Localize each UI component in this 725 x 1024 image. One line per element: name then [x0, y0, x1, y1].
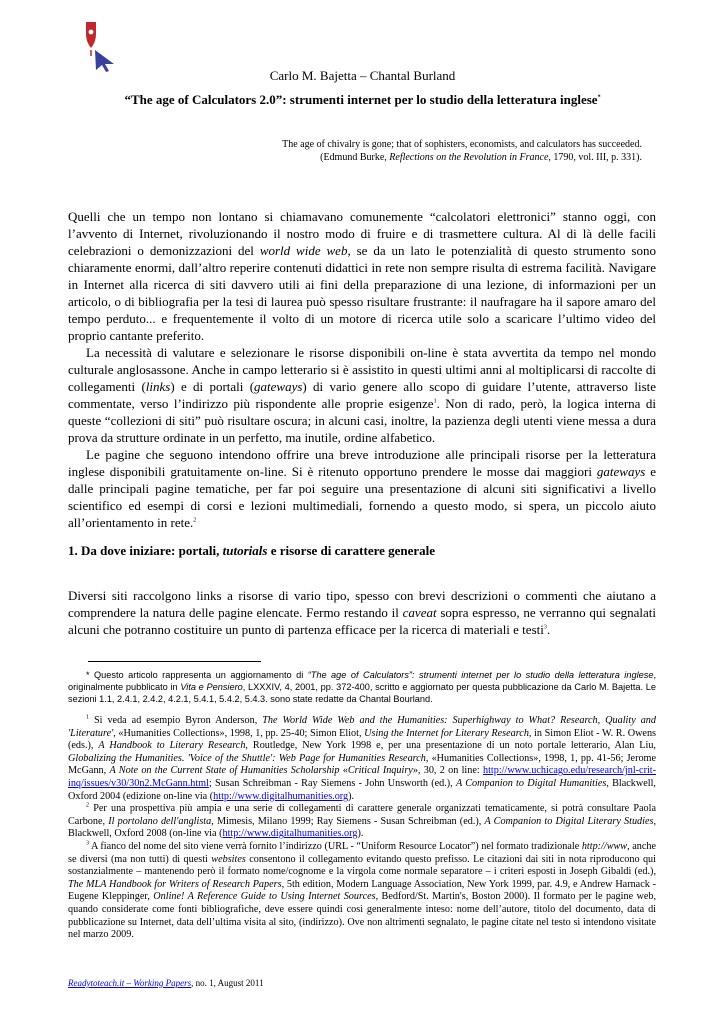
link-digitalhumanities-2[interactable]: http://www.digitalhumanities.org [222, 828, 358, 840]
footnote-star: * Questo articolo rappresenta un aggiornamento di “The age of Calculators”: strumenti internet per lo studio della letteratura inglese, originalmente pubblicato in Vita e Pensiero, LXXXIV, 4, 2001, pp. 372-400, scritto e aggiornato per questa pubblicazione da Carlo M. Bajetta. Le sezioni 1.1, 2.4.1, 2.4.2, 4.2.1, 5.4.1, 5.4.2, 5.4.3. sono state redatte da Chantal Bourland. [68, 670, 656, 704]
epigraph [150, 138, 642, 164]
footnote-2: $^2$ Per una prospettiva più ampia e una serie di collegamenti di carattere generale organizzati tematicamente, si potrà consultare Paola Carbone, Il portolano dell'anglista, Mimesis, Milano 1999; Ray Siemens - Susan Schreibman (ed.), A Companion to Digital Literary Studies, Blackwell, Oxford 2008 (on-line via (http://www.digitalhumanities.org). [68, 802, 657, 840]
publisher-logo [80, 20, 120, 72]
article-title [40, 92, 685, 108]
footnote-3: $^3$ A fianco del nome del sito viene verrà fornito l’indirizzo (URL - “Uniform Resource Locator”) nel formato tradizionale http://www, anche se diversi (ma non tutti) di questi websites consentono il collegamento evitando questo prefisso. Le citazioni dai siti in nota riproducono qui sostanzialmente – mantenendo però il formato nome/cognome e la virgola come normale separatore – i criteri esposti in Joseph Gibaldi (ed.), The MLA Handbook for Writers of Research Papers, 5th edition, Modern Language Association, New York 1999, par. 4.9, e Andrew Harnack - Eugene Kleppinger, Online! A Reference Guide to Using Internet Sources, Bedford/St. Martin's, Boston 2000). Il formato per le pagine web, quando considerate come fonti bibliografiche, deve essere quindi così generalmente inteso: nome dell’autore, titolo del documento, data di pubblicazione su Internet, data dell’ultima visita al sito, (indirizzo). Ove non altrimenti segnalato, le pagine citate nel testo si intendono visitate nel marzo 2009. [68, 840, 657, 941]
paragraph-2: La necessità di valutare e selezionare le risorse disponibili on-line è stata avvertita da tempo nel mondo culturale anglosassone. Anche in campo letterario si è assistito in questi ultimi anni al moltiplicarsi di raccolte di collegamenti (links) e di portali (gateways) di vario genere allo scopo di guidare l’utente, attraverso liste commentate, verso l’indirizzo più rispondente alle proprie esigenze$^1$. Non di rado, però, la logica interna di queste “collezioni di siti” può risultare oscura; in alcuni casi, inoltre, la pazienza degli utenti viene messa a dura prova da strutture ordinate in un perfetto, ma inutile, ordine alfabetico. [68, 345, 657, 445]
footnote-separator [88, 661, 261, 662]
paragraph-3: Le pagine che seguono intendono offrire una breve introduzione alle principali risorse per la letteratura inglese disponibili gratuitamente on-line. Si è ritenuto opportuno prendere le mosse dai maggiori gateways e dalle principali pagine tematiche, per far poi seguire una presentazione di alcuni siti significativi a livello scientifico ed esempi di corsi e lezioni multimediali, fornendo a questo modo, si spera, un piccolo aiuto all’orientamento in rete.$^2$ [68, 447, 656, 530]
body-text [68, 208, 656, 531]
title-note-mark[interactable]: * [597, 94, 601, 101]
link-digitalhumanities-1[interactable]: http://www.digitalhumanities.org [213, 790, 349, 802]
section-heading: 1. Da dove iniziare: portali, tutorials e risorse di carattere generale [68, 543, 436, 558]
footnote-ref-3[interactable]: 3 [543, 624, 547, 631]
footer-site-link[interactable]: Readytoteach.it [68, 978, 125, 988]
footnotes [68, 715, 656, 942]
page-footer [68, 978, 264, 988]
paragraph-1: Quelli che un tempo non lontano si chiamavano comunemente “calcolatori elettronici” stanno oggi, con l’avvento di Internet, rivoluzionando il nostro modo di fruire e di trasmettere cultura. Al di là delle facili celebrazioni o demonizzazioni del world wide web, se da un lato le potenzialità di questo strumento sono chiaramente enormi, dall’altro reperire contenuti didattici in rete non sempre risulta di estrema facilità. Navigare in Internet alla ricerca di siti davvero utili ai fini della preparazione di una lezione, di informazioni per un articolo, o di bibliografia per la tesi di laurea può spesso risultare frustrante: il naufragare ha il sapore amaro del tempo perduto... e frequentemente il volto di un motore di ricerca utile solo a scaricare l’ultimo video del proprio cantante preferito. [68, 209, 656, 343]
title-text: “The age of Calculators 2.0”: strumenti internet per lo studio della letteratura inglese [124, 92, 598, 107]
epigraph-quote: The age of chivalry is gone; that of sophisters, economists, and calculators has succeeded. [282, 139, 642, 150]
footnote-ref-2[interactable]: 2 [193, 517, 197, 524]
authors: Carlo M. Bajetta – Chantal Burland [269, 68, 456, 83]
footer-series-link[interactable]: – Working Papers [124, 978, 192, 988]
footnote-1: $^1$ Si veda ad esempio Byron Anderson, The World Wide Web and the Humanities: Superhighway to What? Research, Quality and 'Literature', «Humanities Collections», 1998, 1, pp. 25-40; Simon Eliot, Using the Internet for Literary Research, in Simon Eliot - W. R. Owens (eds.), A Handbook to Literary Research, Routledge, New York 1998 e, per una presentazione di un noto portale letterario, Alan Liu, Globalizing the Humanities. 'Voice of the Shuttle': Web Page for Humanities Research, «Humanities Collections», 1998, 1, pp. 41-56; Jerome McGann, A Note on the Current State of Humanities Scholarship «Critical Inquiry», 30, 2 on line: http://www.uchicago.edu/research/jnl-crit-inq/issues/v30/30n2.McGann.html; Susan Schreibman - Ray Siemens - John Unsworth (ed.), A Companion to Digital Humanities, Blackwell, Oxford 2004 (edizione on-line via (http://www.digitalhumanities.org). [68, 714, 657, 802]
footnote-ref-1[interactable]: 1 [433, 398, 437, 405]
paragraph-4: Diversi siti raccolgono links a risorse di vario tipo, spesso con brevi descrizioni o commenti che aiutano a comprendere la natura delle pagine elencate. Fermo restando il caveat sopra espresso, ne verranno qui segnalati alcuni che potranno costituire un punto di partenza efficace per la ricerca di materiali e testi$^3$. [68, 588, 656, 637]
epigraph-citation: (Edmund Burke, Reflections on the Revolution in France, 1790, vol. III, p. 331). [320, 152, 642, 163]
footer-issue: , no. 1, August 2011 [191, 978, 264, 988]
link-mcgann[interactable]: http://www.uchicago.edu/research/jnl-crit-inq/issues/v30/30n2.McGann.html [68, 765, 657, 789]
